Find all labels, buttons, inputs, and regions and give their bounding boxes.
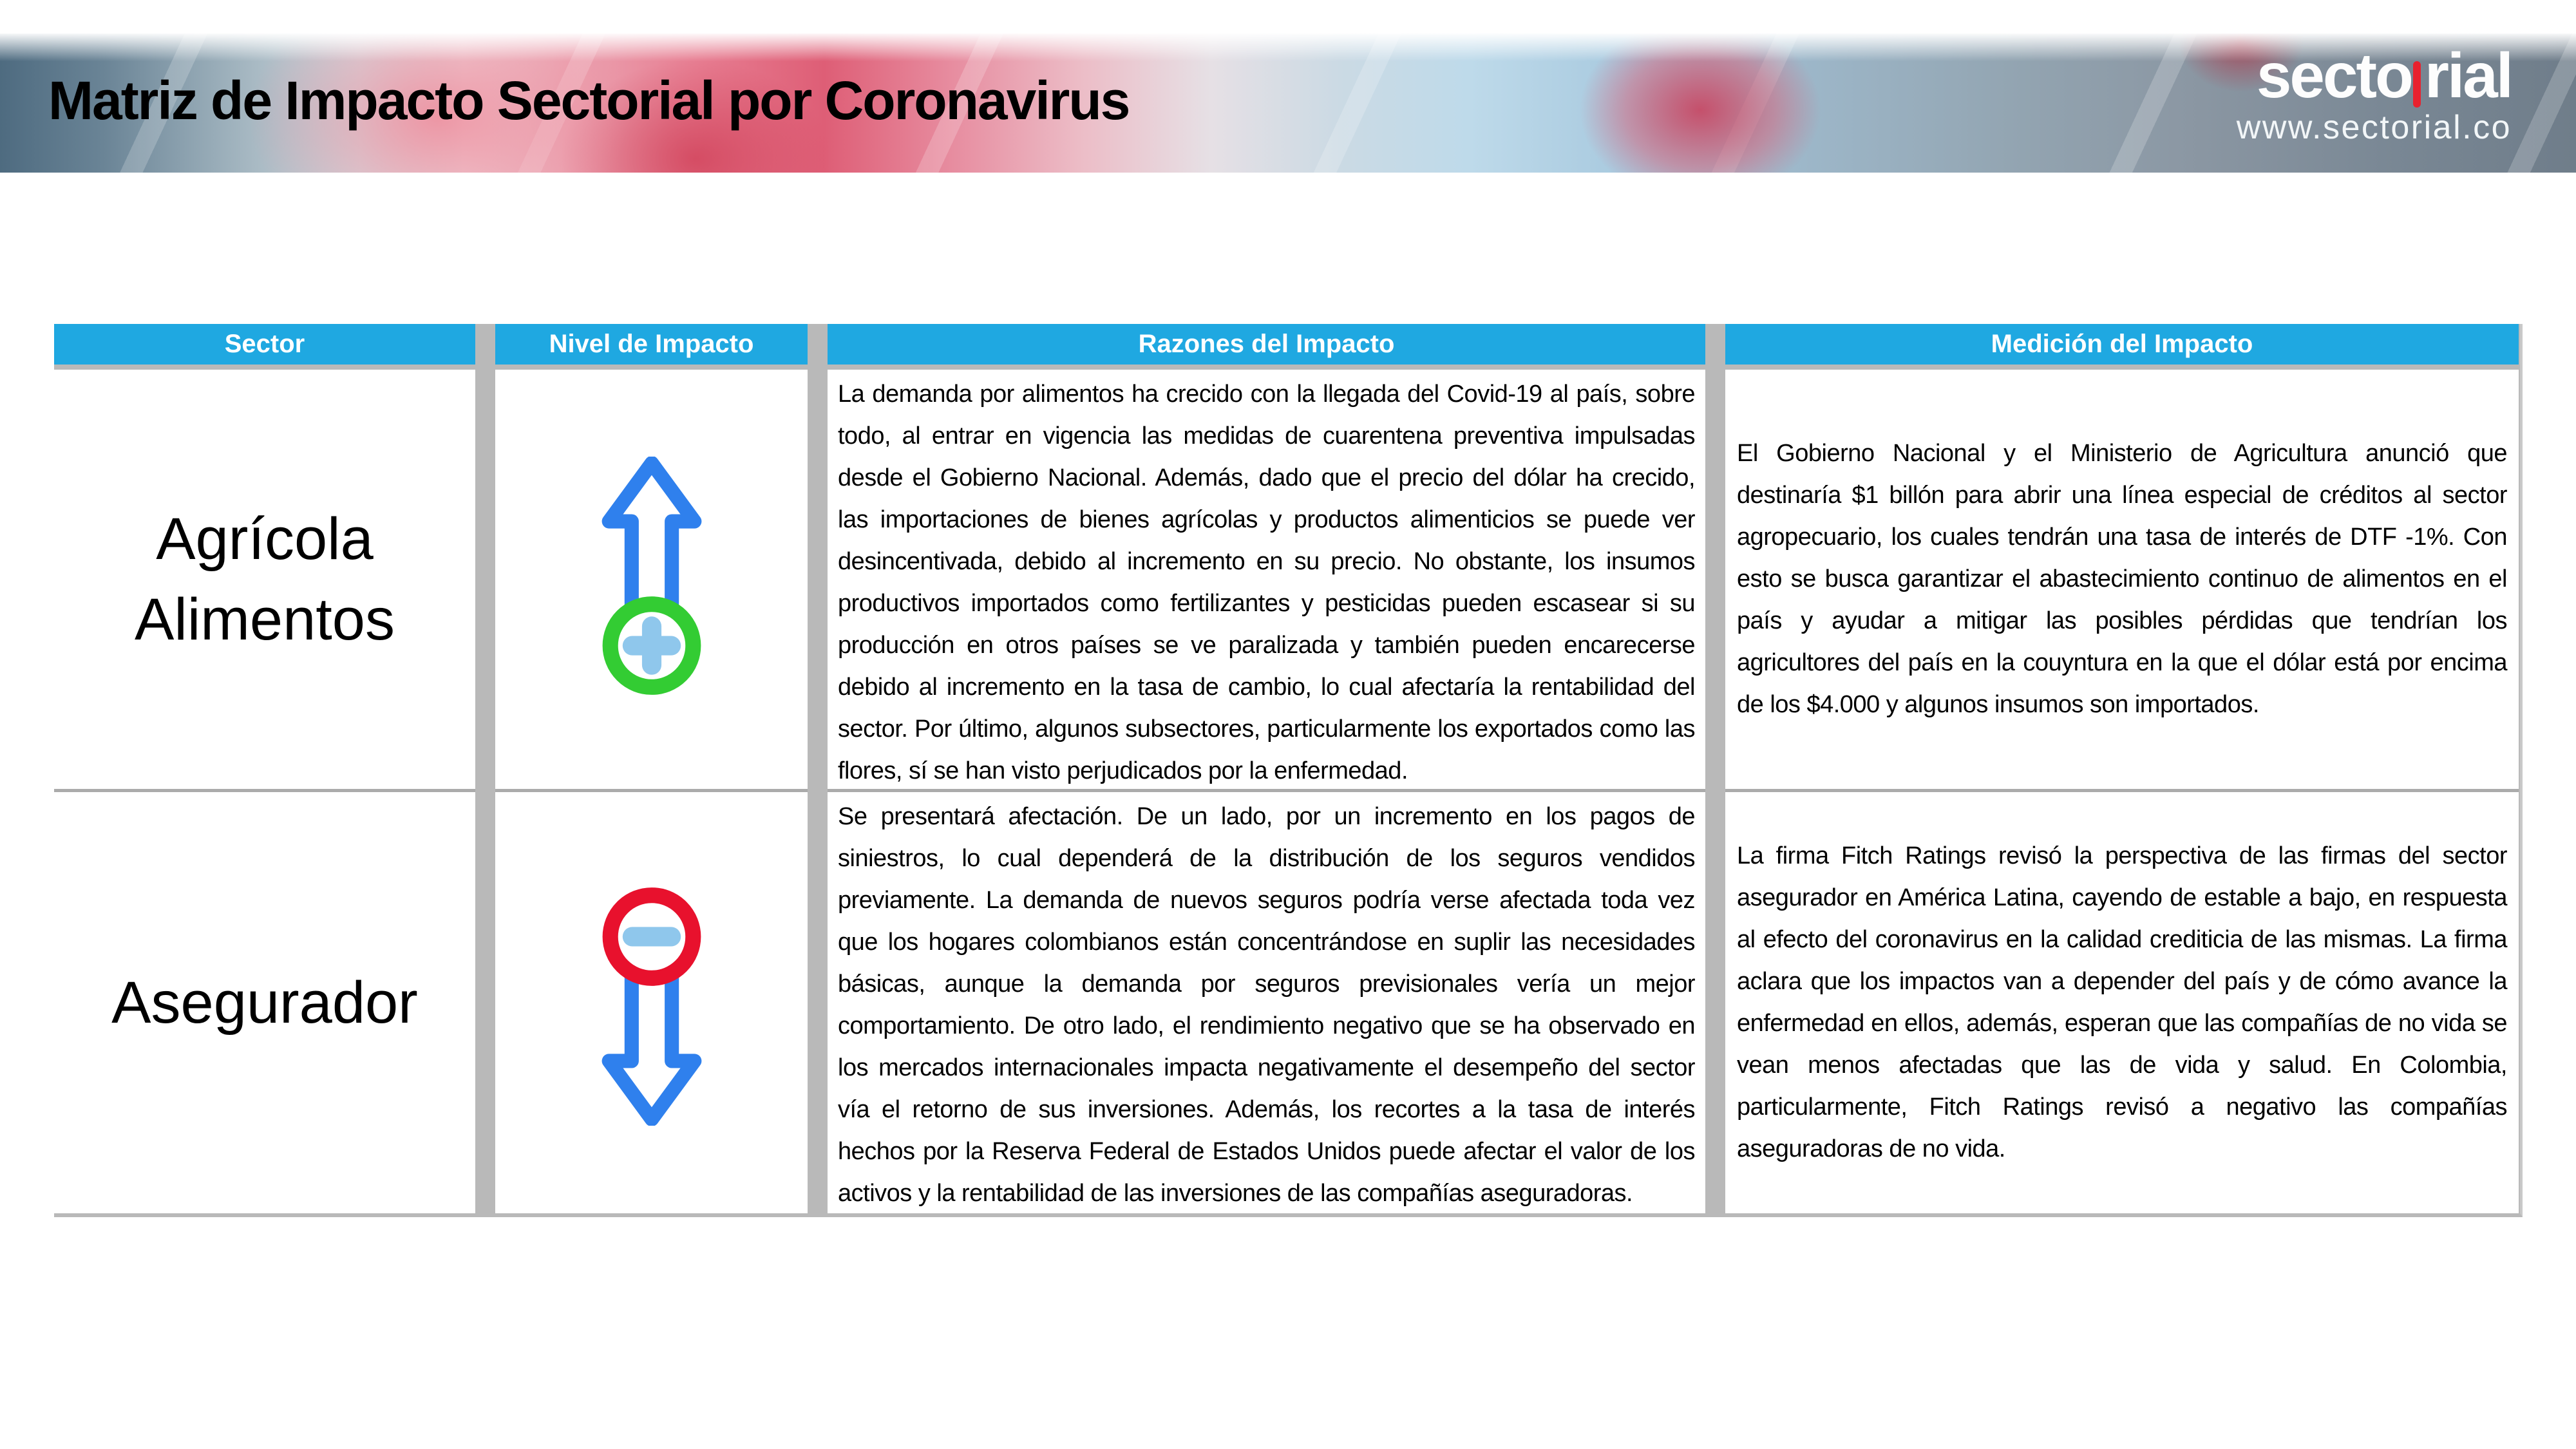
- logo-wordmark: [2237, 40, 2512, 111]
- logo-text-o: o: [2375, 40, 2412, 111]
- logo-url: www.sectorial.co: [2236, 109, 2512, 146]
- razones-cell-row2: [828, 792, 1705, 1213]
- impact-up-plus-icon: [583, 457, 720, 703]
- impact-level-cell-row1: [495, 370, 808, 792]
- logo-text-pre: sect: [2256, 40, 2376, 111]
- razones-text-row1: La demanda por alimentos ha crecido con la llegada del Covid-19 al país, sobre todo, al entrar en vigencia las medidas de cuarentena preventiva impulsadas desde el Gobierno Nacional. Además, dado que el precio del dólar ha crecido, las importaciones de bienes agrícolas y productos alimenticios se puede ver desincentivada, debido al incremento en su precio. No obstante, los insumos productivos importados como fertilizantes y pesticidas pueden escasear si su producción en otros países se ve paralizada y también pueden encarecerse debido al incremento en la tasa de cambio, lo cual afectaría la rentabilidad del sector. Por último, algunos subsectores, particularmente los exportados como las flores, sí se han visto perjudicados por la enfermedad.: [838, 381, 1695, 784]
- logo-text-post: rial: [2424, 40, 2512, 111]
- sectorial-logo: [2236, 40, 2512, 147]
- sector-label-line1: Asegurador: [111, 969, 418, 1036]
- medicion-cell-row1: [1725, 370, 2519, 792]
- impact-level-cell-row2: [495, 792, 808, 1213]
- down-arrow-icon: [609, 971, 694, 1119]
- column-header-razones-del-impacto: Razones del Impacto: [828, 324, 1705, 370]
- header-banner: [0, 33, 2576, 173]
- impact-down-minus-icon: [583, 880, 720, 1126]
- sector-label-line2: Alimentos: [135, 586, 395, 652]
- impact-matrix-table: [54, 324, 2523, 1217]
- medicion-text-row1: El Gobierno Nacional y el Ministerio de Agricultura anunció que destinaría $1 billón para abrir una línea especial de créditos al sector agropecuario, los cuales tendrán una tasa de interés de DTF -1%. Con esto se busca garantizar el abastecimiento continuo de alimentos en el país y ayudar a mitigar las posibles pérdidas que tendrían los agricultores del país en la couyntura en la que el dólar está por encima de los $4.000 y algunos insumos son importados.: [1737, 440, 2507, 718]
- up-arrow-icon: [609, 463, 694, 612]
- sector-cell-asegurador: [54, 792, 475, 1213]
- sector-cell-agricola-alimentos: [54, 370, 475, 792]
- medicion-cell-row2: [1725, 792, 2519, 1213]
- logo-red-mark-icon: [2413, 61, 2421, 108]
- razones-cell-row1: [828, 370, 1705, 792]
- sector-label-line1: Agrícola: [156, 506, 374, 573]
- razones-text-row2: Se presentará afectación. De un lado, por un incremento en los pagos de siniestros, lo cual dependerá de la distribución de los seguros vendidos previamente. La demanda de nuevos seguros podría verse afectada toda vez que los hogares colombianos están concentrándose en suplir las necesidades básicas, aunque la demanda por seguros previsionales vería un mejor comportamiento. De otro lado, el rendimiento negativo que se ha observado en los mercados internacionales impacta negativamente el desempeño del sector vía el retorno de sus inversiones. Además, los recortes a la tasa de interés hechos por la Reserva Federal de Estados Unidos puede afectar el valor de los activos y la rentabilidad de las inversiones de las compañías aseguradoras.: [838, 803, 1695, 1207]
- page-title: Matriz de Impacto Sectorial por Coronavirus: [48, 70, 1130, 131]
- column-header-medicion-del-impacto: Medición del Impacto: [1725, 324, 2519, 370]
- column-header-sector: Sector: [54, 324, 475, 370]
- column-header-nivel-de-impacto: Nivel de Impacto: [495, 324, 808, 370]
- medicion-text-row2: La firma Fitch Ratings revisó la perspectiva de las firmas del sector asegurador en América Latina, cayendo de estable a bajo, en respuesta al efecto del coronavirus en la calidad crediticia de las mismas. La firma aclara que los impactos van a depender del país y de cómo avance la enfermedad en ellos, además, esperan que las compañías de no vida se vean menos afectadas que las de vida y salud. En Colombia, particularmente, Fitch Ratings revisó a negativo las compañías aseguradoras de no vida.: [1737, 842, 2507, 1162]
